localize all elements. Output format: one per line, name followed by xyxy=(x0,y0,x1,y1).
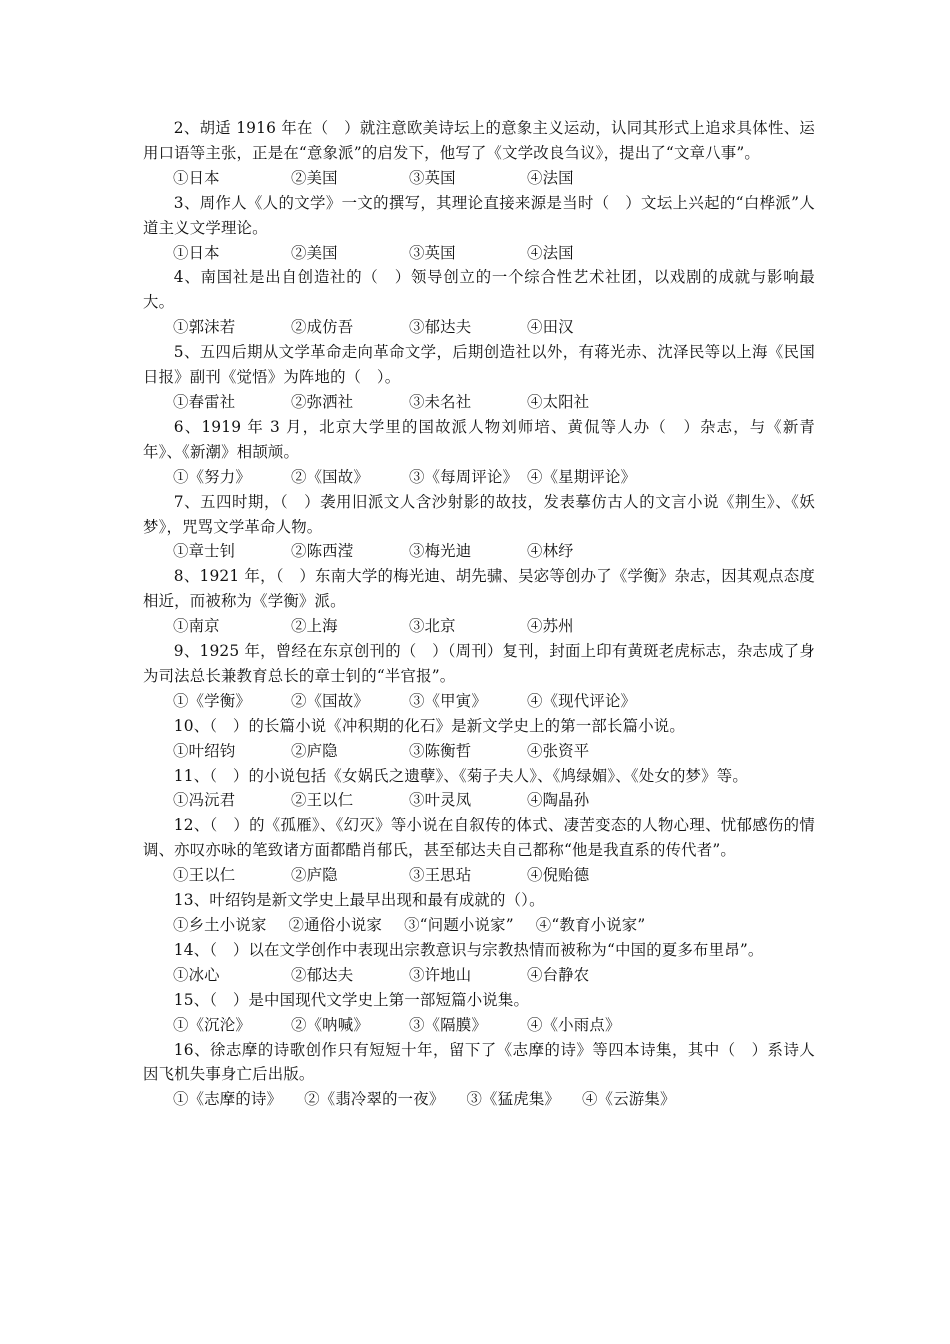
option-item: ②弥洒社 xyxy=(291,392,354,411)
option-item: ④法国 xyxy=(527,243,574,262)
option-item: ④法国 xyxy=(527,168,574,187)
options-row xyxy=(143,788,815,813)
options-row xyxy=(143,166,815,191)
option-item: ④《星期评论》 xyxy=(527,467,637,486)
option-item: ④《现代评论》 xyxy=(527,691,637,710)
option-item: ③郁达夫 xyxy=(409,318,472,337)
option-item: ③未名社 xyxy=(409,392,472,411)
option-item: ④张资平 xyxy=(527,741,590,760)
option-item: ③北京 xyxy=(409,617,456,636)
option-item: ④倪贻德 xyxy=(527,866,590,885)
option-item: ③英国 xyxy=(409,243,456,262)
question-list xyxy=(143,116,815,1112)
option-item: ④林纾 xyxy=(527,542,574,561)
options-row xyxy=(143,465,815,490)
options-row xyxy=(143,1087,815,1112)
option-item: ③梅光迪 xyxy=(409,542,472,561)
option-item: ①章士钊 xyxy=(173,542,236,561)
option-item: ②《翡冷翠的一夜》 xyxy=(304,1090,445,1109)
option-item: ④太阳社 xyxy=(527,392,590,411)
option-item: ③《隔膜》 xyxy=(409,1015,487,1034)
option-item: ②陈西滢 xyxy=(291,542,354,561)
option-item: ①郭沫若 xyxy=(173,318,236,337)
option-item: ①《志摩的诗》 xyxy=(173,1090,283,1109)
option-item: ②美国 xyxy=(291,168,338,187)
option-item: ③“问题小说家” xyxy=(404,916,514,934)
option-item: ②庐隐 xyxy=(291,866,338,885)
option-item: ②成仿吾 xyxy=(291,318,354,337)
question-text: 15、（ ）是中国现代文学史上第一部短篇小说集。 xyxy=(173,990,530,1009)
option-item: ①冰心 xyxy=(173,965,220,984)
option-item: ①南京 xyxy=(173,617,220,636)
option-item: ②《呐喊》 xyxy=(291,1015,369,1034)
question-text: 7、五四时期，（ ）袭用旧派文人含沙射影的故技，发表摹仿古人的文言小说《荆生》、《妖梦》，咒骂文学革命人物。 xyxy=(143,492,815,536)
option-item: ②庐隐 xyxy=(291,741,338,760)
option-item: ①《努力》 xyxy=(173,467,251,486)
option-item: ③《每周评论》 xyxy=(409,467,519,486)
question-text: 4、南国社是出自创造社的（ ）领导创立的一个综合性艺术社团，以戏剧的成就与影响最大。 xyxy=(143,268,815,312)
options-row xyxy=(143,913,815,938)
option-item: ②王以仁 xyxy=(291,791,354,810)
question-text: 9、1925 年，曾经在东京创刊的（ ）（周刊）复刊，封面上印有黄斑老虎标志，杂志成了身为司法总长兼教育总长的章士钊的“半官报”。 xyxy=(143,642,815,685)
option-item: ③英国 xyxy=(409,168,456,187)
option-item: ①日本 xyxy=(173,243,220,262)
option-item: ②《国故》 xyxy=(291,467,369,486)
option-item: ④《云游集》 xyxy=(582,1090,676,1109)
option-item: ①《沉沦》 xyxy=(173,1015,251,1034)
option-item: ③许地山 xyxy=(409,965,472,984)
option-item: ③陈衡哲 xyxy=(409,741,472,760)
options-row xyxy=(143,241,815,266)
options-row xyxy=(143,863,815,888)
question-text: 5、五四后期从文学革命走向革命文学，后期创造社以外，有蒋光赤、沈泽民等以上海《民国日报》副刊《觉悟》为阵地的（ ）。 xyxy=(143,343,815,387)
option-item: ①乡土小说家 xyxy=(173,916,267,934)
question-text: 10、（ ）的长篇小说《冲积期的化石》是新文学史上的第一部长篇小说。 xyxy=(173,716,685,735)
question-text: 11、（ ）的小说包括《女娲氏之遗孽》、《菊子夫人》、《鸠绿媚》、《处女的梦》等。 xyxy=(173,766,748,785)
option-item: ④田汉 xyxy=(527,318,574,337)
options-row xyxy=(143,963,815,988)
option-item: ①日本 xyxy=(173,168,220,187)
options-row xyxy=(143,739,815,764)
question-text: 16、徐志摩的诗歌创作只有短短十年，留下了《志摩的诗》等四本诗集，其中（ ）系诗人因飞机失事身亡后出版。 xyxy=(143,1040,815,1084)
option-item: ③《猛虎集》 xyxy=(466,1090,561,1109)
option-item: ④陶晶孙 xyxy=(527,791,590,810)
options-row xyxy=(143,539,815,564)
option-item: ②上海 xyxy=(291,617,338,636)
options-row xyxy=(143,1013,815,1038)
option-item: ②《国故》 xyxy=(291,691,369,710)
option-item: ④苏州 xyxy=(527,617,574,636)
option-item: ②通俗小说家 xyxy=(288,916,383,934)
option-item: ②郁达夫 xyxy=(291,965,354,984)
question-text: 3、周作人《人的文学》一文的撰写，其理论直接来源是当时（ ）文坛上兴起的“白桦派”人道主义文学理论。 xyxy=(143,193,815,237)
question-text: 12、（ ）的《孤雁》、《幻灭》等小说在自叙传的体式、凄苦变态的人物心理、忧郁感伤的情调、亦叹亦咏的笔致诸方面都酷肖郁氏，甚至郁达夫自己都称“他是我直系的传代者”。 xyxy=(143,816,815,860)
option-item: ①王以仁 xyxy=(173,866,236,885)
question-text: 2、胡适 1916 年在（ ）就注意欧美诗坛上的意象主义运动，认同其形式上追求具体性、运用口语等主张，正是在“意象派”的启发下，他写了《文学改良刍议》，提出了“文章八事”。 xyxy=(143,119,815,162)
option-item: ④“教育小说家” xyxy=(535,916,646,934)
option-item: ③《甲寅》 xyxy=(409,691,487,710)
options-row xyxy=(143,689,815,714)
option-item: ②美国 xyxy=(291,243,338,262)
options-row xyxy=(143,614,815,639)
option-item: ④台静农 xyxy=(527,965,590,984)
options-row xyxy=(143,390,815,415)
option-item: ①《学衡》 xyxy=(173,691,251,710)
option-item: ④《小雨点》 xyxy=(527,1015,621,1034)
option-item: ③王思玷 xyxy=(409,866,472,885)
question-text: 6、1919 年 3 月，北京大学里的国故派人物刘师培、黄侃等人办（ ）杂志，与《新青年》、《新潮》相颉颃。 xyxy=(143,417,815,461)
option-item: ③叶灵凤 xyxy=(409,791,472,810)
option-item: ①冯沅君 xyxy=(173,791,236,810)
question-text: 8、1921 年，（ ）东南大学的梅光迪、胡先骕、吴宓等创办了《学衡》杂志，因其观点态度相近，而被称为《学衡》派。 xyxy=(143,567,815,611)
question-text: 14、（ ）以在文学创作中表现出宗教意识与宗教热情而被称为“中国的夏多布里昂”。 xyxy=(173,940,764,959)
option-item: ①春雷社 xyxy=(173,392,236,411)
option-item: ①叶绍钧 xyxy=(173,741,236,760)
options-row xyxy=(143,315,815,340)
question-text: 13、叶绍钧是新文学史上最早出现和最有成就的（）。 xyxy=(173,891,545,910)
